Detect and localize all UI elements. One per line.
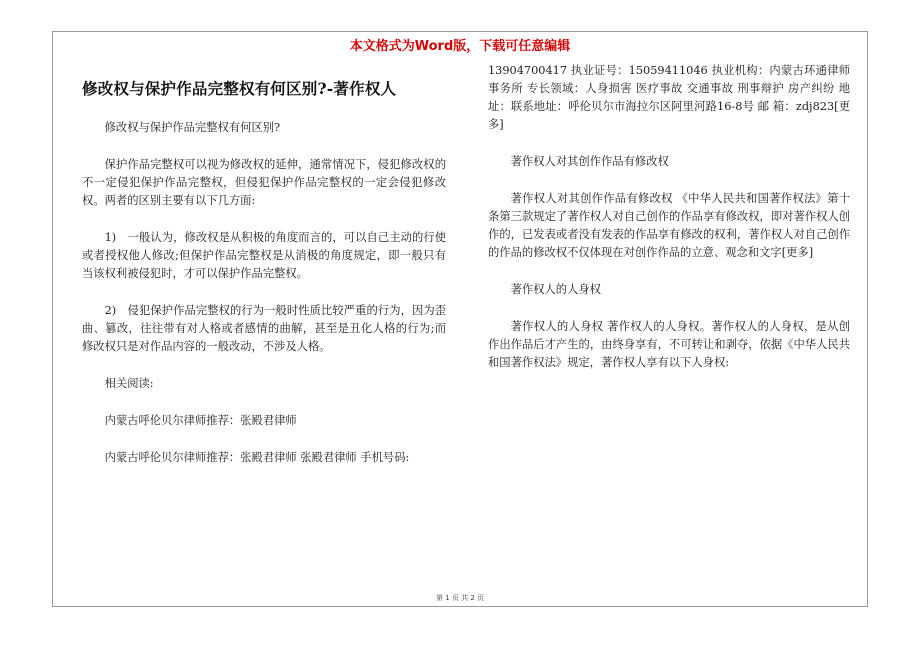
section-heading-modification-right: 著作权人对其创作作品有修改权: [510, 155, 669, 168]
paragraph-personal-rights: 著作权人的人身权 著作权人的人身权。著作权人的人身权，是从创作出作品后才产生的，由终身享有，不可转让和剥夺，依据《中华人民共和国著作权法》规定，著作权人享有以下人身权:: [488, 320, 850, 369]
lawyer-contact-details: 13904700417 执业证号：15059411046 执业机构：内蒙古环通律师事务所 专长领域：人身损害 医疗事故 交通事故 刑事辩护 房产纠纷 地 址：联系地址：呼伦贝尔市海拉尔区阿里河路16-8号 邮 箱：zdj823[更多]: [488, 64, 850, 131]
related-reading-label: 相关阅读:: [104, 377, 154, 390]
lawyer-recommendation: 内蒙古呼伦贝尔律师推荐：张殿君律师: [104, 414, 297, 427]
paragraph-point-2: 2) 侵犯保护作品完整权的行为一般时性质比较严重的行为，因为歪曲、篡改，往往带有对人格或者感情的曲解，甚至是丑化人格的行为;而修改权只是对作品内容的一般改动，不涉及人格。: [82, 304, 446, 353]
right-column: [488, 62, 850, 372]
lawyer-contact-start: 内蒙古呼伦贝尔律师推荐：张殿君律师 张殿君律师 手机号码:: [104, 451, 410, 464]
page-number-footer: 第 1 页 共 2 页: [435, 594, 485, 602]
word-format-banner: 本文格式为Word版，下载可任意编辑: [349, 39, 571, 54]
paragraph-question: 修改权与保护作品完整权有何区别?: [104, 121, 281, 134]
left-column: [82, 62, 446, 467]
section-heading-personal-rights: 著作权人的人身权: [510, 283, 601, 296]
paragraph-overview: 保护作品完整权可以视为修改权的延伸，通常情况下，侵犯修改权的不一定侵犯保护作品完整权，但侵犯保护作品完整权的一定会侵犯修改权。两者的区别主要有以下几方面:: [82, 158, 446, 207]
paragraph-point-1: 1) 一般认为，修改权是从积极的角度而言的，可以自己主动的行使或者授权他人修改;但保护作品完整权是从消极的角度规定，即一般只有当该权利被侵犯时，才可以保护作品完整权。: [82, 231, 446, 280]
article-title: 修改权与保护作品完整权有何区别?-著作权人: [82, 79, 397, 98]
paragraph-modification-right: 著作权人对其创作作品有修改权 《中华人民共和国著作权法》第十条第三款规定了著作权人对自己创作的作品享有修改权，即对著作权人创作的，已发表或者没有发表的作品享有修改的权利，著作权人对自己创作的作品的修改权不仅体现在对创作作品的立意、观念和文字[更多]: [488, 192, 850, 259]
